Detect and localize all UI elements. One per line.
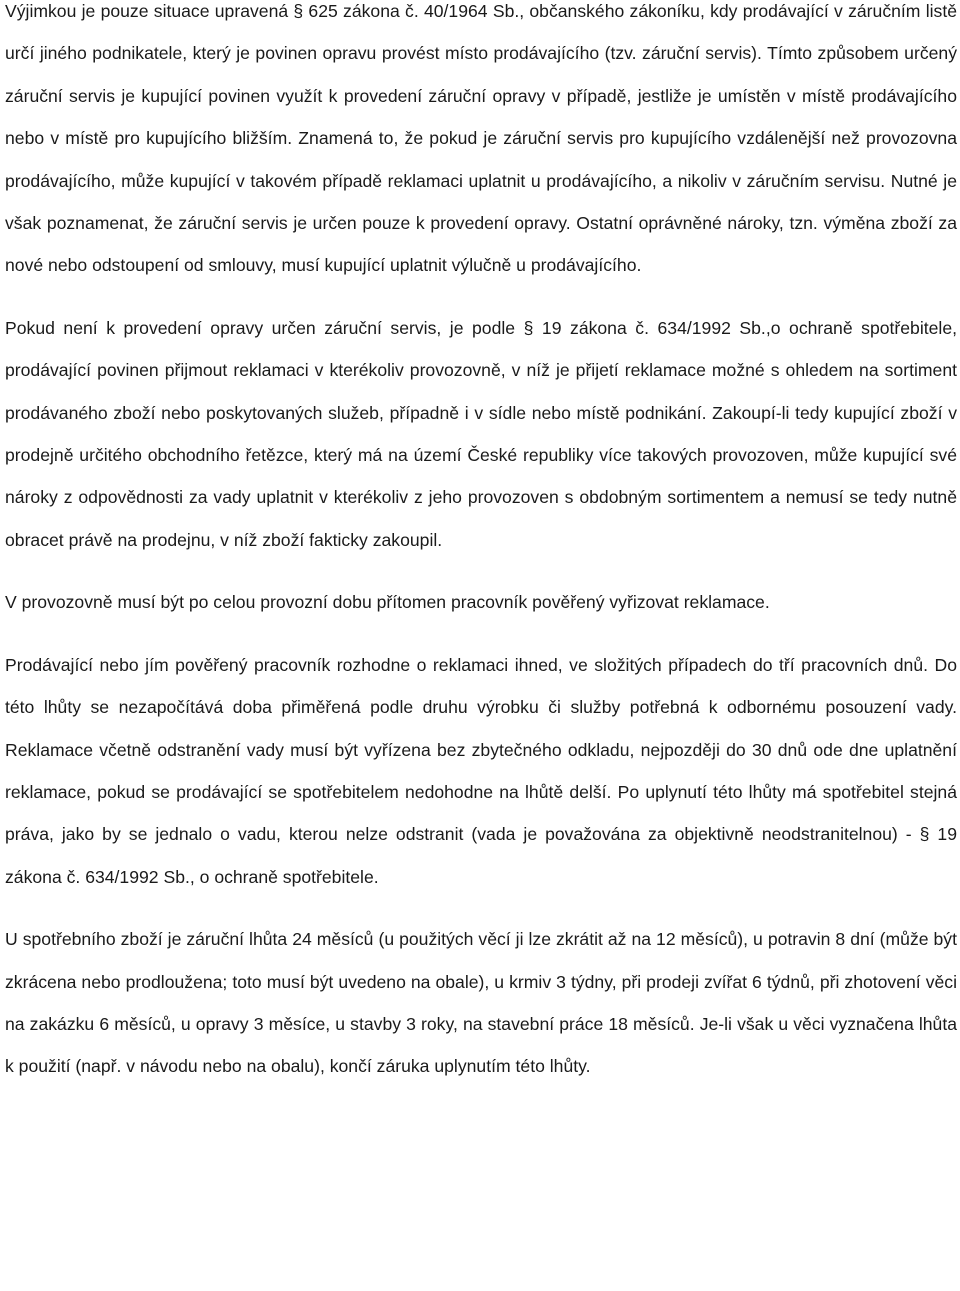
paragraph-complaint-acceptance: Pokud není k provedení opravy určen záruční servis, je podle § 19 zákona č. 634/1992 Sb.,o ochraně spotřebitele, prodávající povinen přijmout reklamaci v kterékoliv provozovně, v níž je přijetí reklamace možné s ohledem na sortiment prodávaného zboží nebo poskytovaných služeb, případně i v sídle nebo místě podnikání. Zakoupí-li tedy kupující zboží v prodejně určitého obchodního řetězce, který má na území České republiky více takových provozoven, může kupující své nároky z odpovědnosti za vady uplatnit v kterékoliv z jeho provozoven s obdobným sortimentem a nemusí se tedy nutně obracet právě na prodejnu, v níž zboží fakticky zakoupil.: [5, 317, 957, 550]
document-page: [5, 0, 957, 1088]
paragraph-warranty-service: Výjimkou je pouze situace upravená § 625 zákona č. 40/1964 Sb., občanského zákoníku, kdy prodávající v záručním listě určí jiného podnikatele, který je povinen opravu provést místo prodávajícího (tzv. záruční servis). Tímto způsobem určený záruční servis je kupující povinen využít k provedení záruční opravy v případě, jestliže je umístěn v místě prodávajícího nebo v místě pro kupujícího bližším. Znamená to, že pokud je záruční servis pro kupujícího vzdálenější než provozovna prodávajícího, může kupující v takovém případě reklamaci uplatnit u prodávajícího, a nikoliv v záručním servisu. Nutné je však poznamenat, že záruční servis je určen pouze k provedení opravy. Ostatní oprávněné nároky, tzn. výměna zboží za nové nebo odstoupení od smlouvy, musí kupující uplatnit výlučně u prodávajícího.: [5, 1, 957, 276]
paragraph-complaint-deadline: Prodávající nebo jím pověřený pracovník rozhodne o reklamaci ihned, ve složitých případech do tří pracovních dnů. Do této lhůty se nezapočítává doba přiměřená podle druhu výrobku či služby potřebná k odbornému posouzení vady. Reklamace včetně odstranění vady musí být vyřízena bez zbytečného odkladu, nejpozději do 30 dnů ode dne uplatnění reklamace, pokud se prodávající se spotřebitelem nedohodne na lhůtě delší. Po uplynutí této lhůty má spotřebitel stejná práva, jako by se jednalo o vadu, kterou nelze odstranit (vada je považována za objektivně neodstranitelnou) - § 19 zákona č. 634/1992 Sb., o ochraně spotřebitele.: [5, 654, 957, 887]
paragraph-warranty-periods: U spotřebního zboží je záruční lhůta 24 měsíců (u použitých věcí ji lze zkrátit až na 12 měsíců), u potravin 8 dní (může být zkrácena nebo prodloužena; toto musí být uvedeno na obale), u krmiv 3 týdny, při prodeji zvířat 6 týdnů, při zhotovení věci na zakázku 6 měsíců, u opravy 3 měsíce, u stavby 3 roky, na stavební práce 18 měsíců. Je-li však u věci vyznačena lhůta k použití (např. v návodu nebo na obalu), končí záruka uplynutím této lhůty.: [5, 929, 957, 1077]
paragraph-staff-presence: V provozovně musí být po celou provozní dobu přítomen pracovník pověřený vyřizovat reklamace.: [5, 592, 770, 613]
